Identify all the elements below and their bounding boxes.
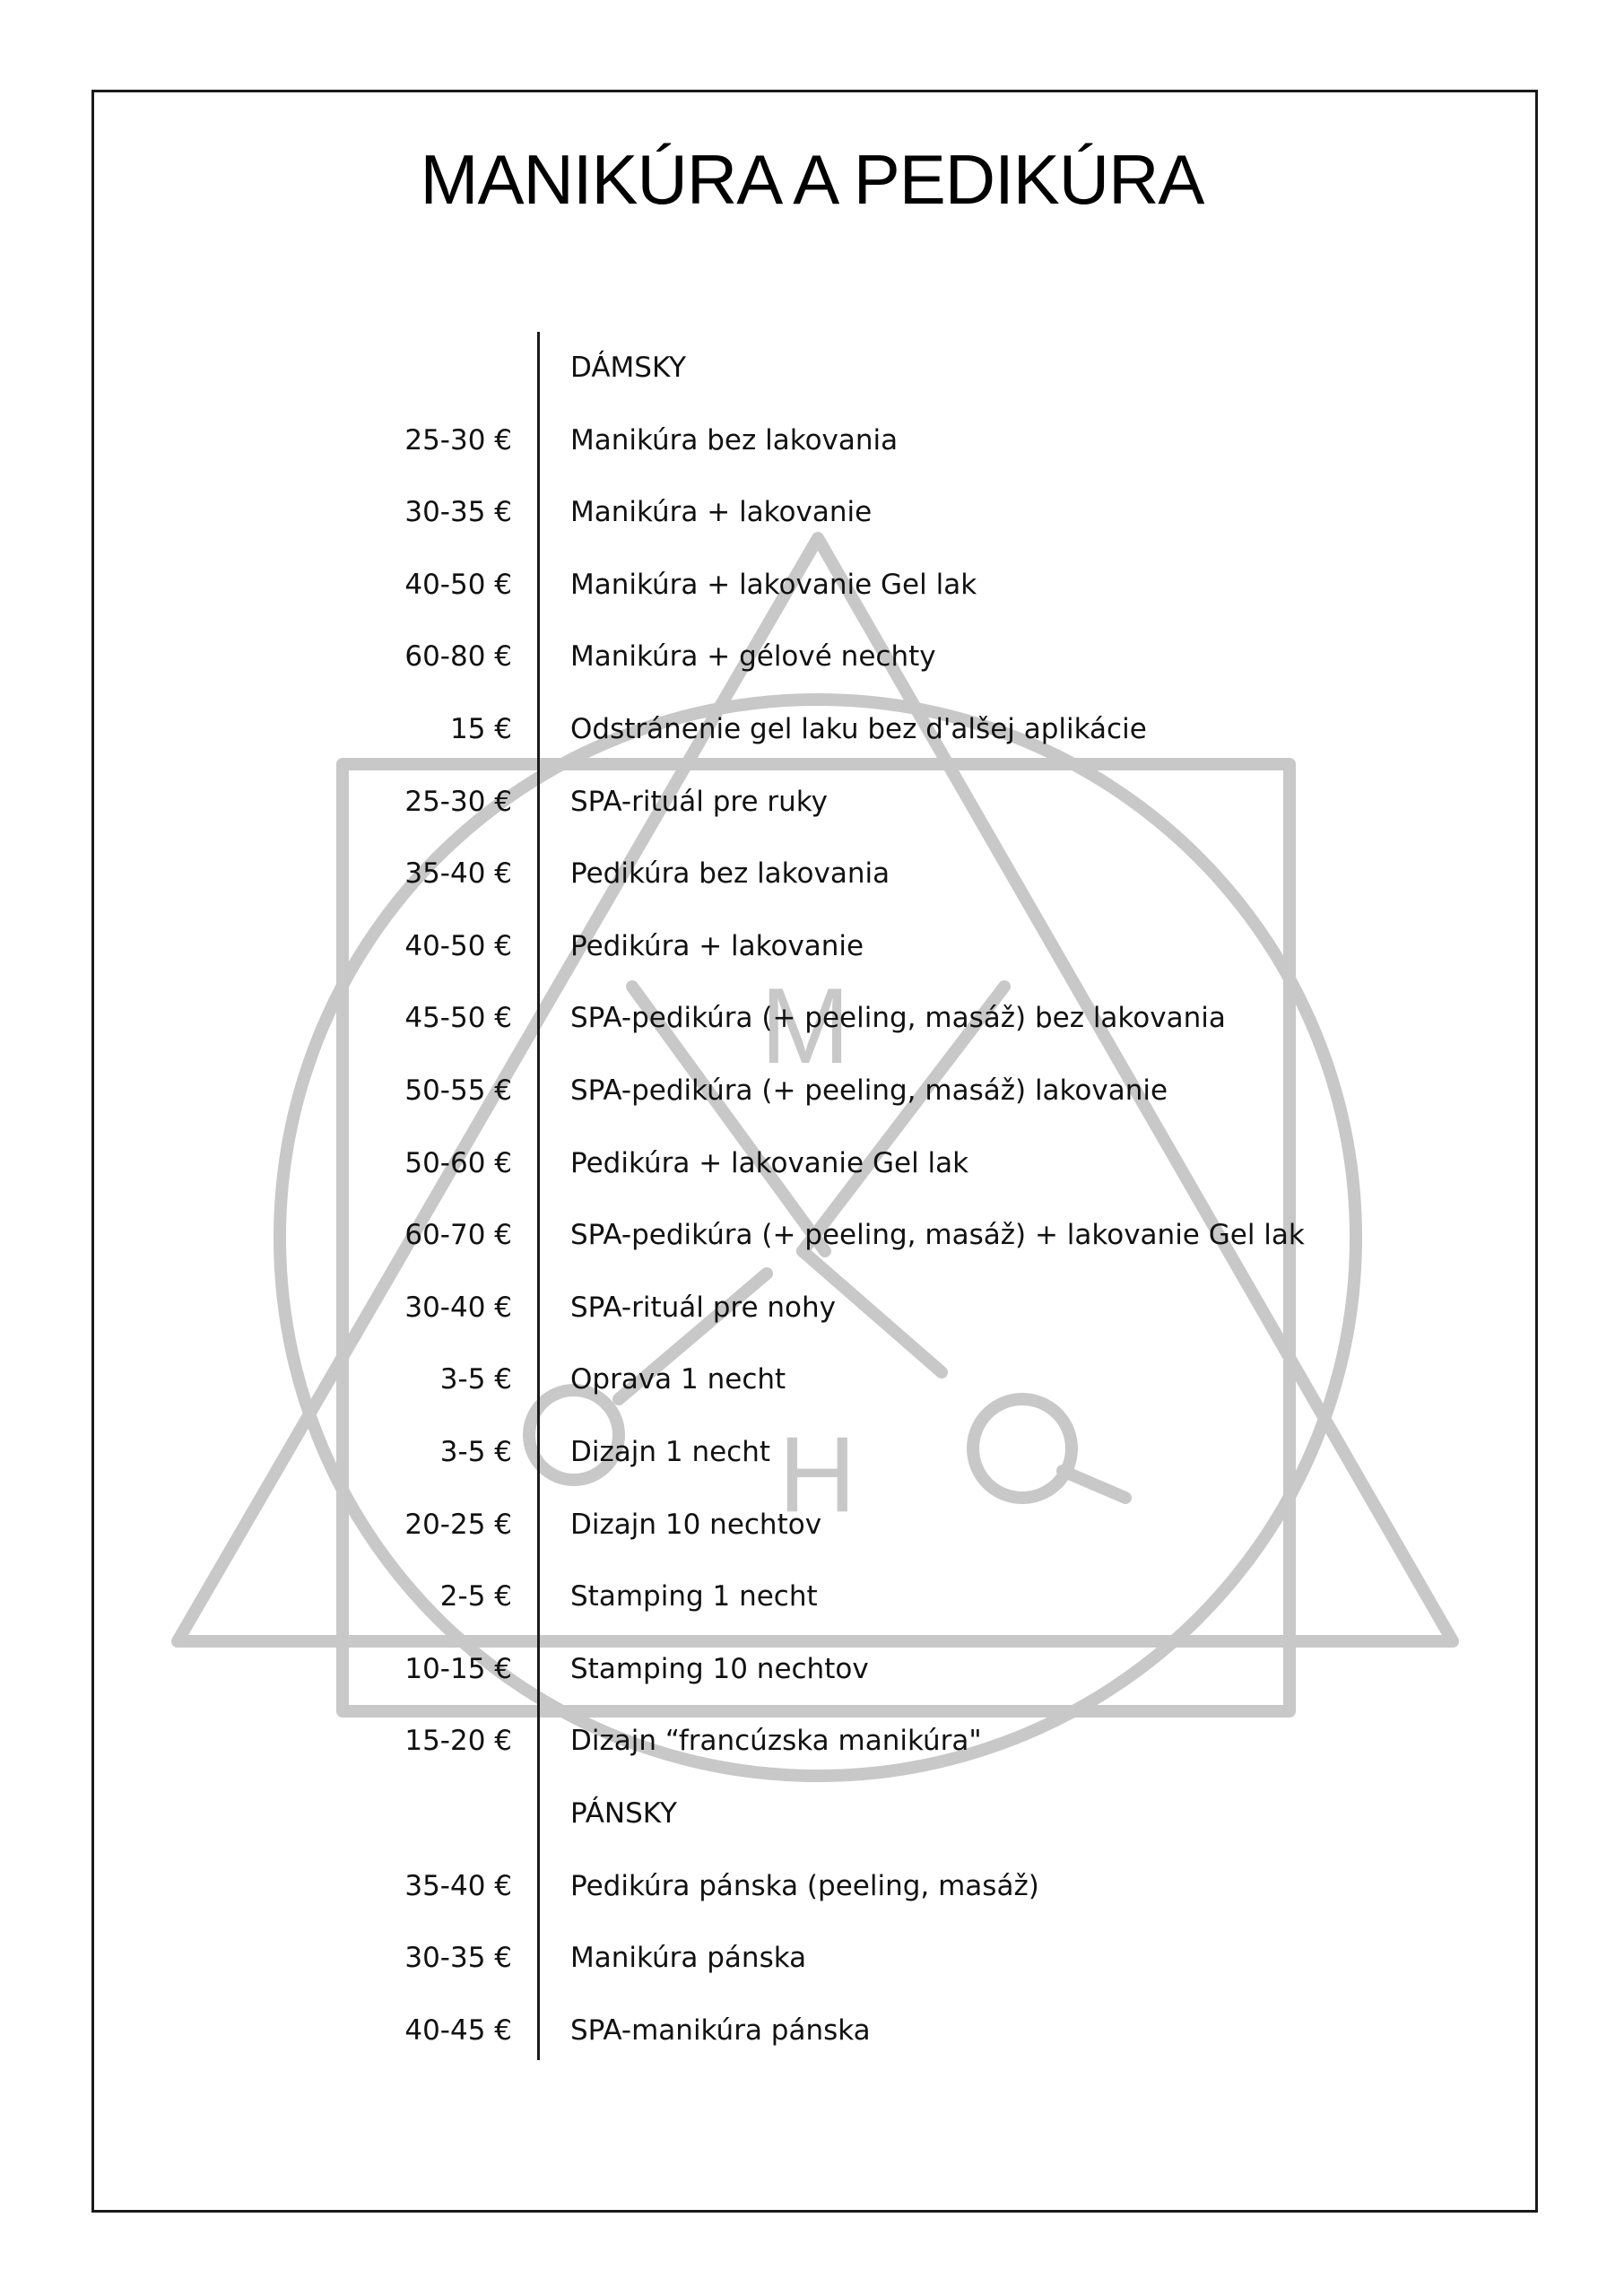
menu-item — [0, 766, 1624, 838]
item-name: Pedikúra + lakovanie — [570, 929, 864, 962]
section-heading-row — [0, 1778, 1624, 1849]
item-price: 3-5 € — [439, 1436, 512, 1468]
item-price: 15-20 € — [404, 1725, 512, 1758]
item-name: SPA-manikúra pánska — [570, 2013, 871, 2047]
item-price: 40-50 € — [404, 568, 512, 601]
menu-item — [0, 1416, 1624, 1488]
item-name: Stamping 10 nechtov — [570, 1652, 869, 1685]
item-name: Manikúra + lakovanie — [570, 496, 873, 529]
menu-item — [0, 1055, 1624, 1126]
item-price: 60-80 € — [404, 640, 512, 674]
menu-item — [0, 476, 1624, 548]
item-price: 20-25 € — [404, 1508, 512, 1541]
item-name: Dizajn 1 necht — [570, 1436, 771, 1468]
menu-item — [0, 1995, 1624, 2066]
menu-item — [0, 693, 1624, 765]
menu-item — [0, 1633, 1624, 1705]
menu-item — [0, 1922, 1624, 1994]
item-name: Manikúra pánska — [570, 1942, 807, 1975]
item-price: 30-40 € — [404, 1291, 512, 1324]
item-name: Oprava 1 necht — [570, 1363, 786, 1396]
section-heading: DÁMSKY — [570, 352, 687, 384]
item-price: 10-15 € — [404, 1652, 512, 1685]
item-price: 3-5 € — [439, 1363, 512, 1396]
menu-item — [0, 838, 1624, 909]
item-price: 25-30 € — [404, 423, 512, 457]
item-price: 35-40 € — [404, 1869, 512, 1902]
menu-item — [0, 1344, 1624, 1415]
section-heading: PÁNSKY — [570, 1797, 677, 1830]
item-name: SPA-pedikúra (+ peeling, masáž) lakovanie — [570, 1074, 1168, 1107]
item-name: Dizajn 10 nechtov — [570, 1508, 822, 1541]
menu-item — [0, 1272, 1624, 1344]
item-name: Manikúra bez lakovania — [570, 423, 899, 457]
item-price: 35-40 € — [404, 857, 512, 891]
item-name: Pedikúra pánska (peeling, masáž) — [570, 1869, 1039, 1902]
item-name: SPA-rituál pre nohy — [570, 1291, 836, 1324]
menu-item — [0, 404, 1624, 476]
item-price: 2-5 € — [439, 1580, 512, 1613]
item-price: 30-35 € — [404, 1942, 512, 1975]
item-price: 40-45 € — [404, 2013, 512, 2047]
item-name: SPA-pedikúra (+ peeling, masáž) bez lakovania — [570, 1002, 1226, 1035]
watermark-letter-h: H — [778, 1414, 856, 1535]
item-price: 15 € — [449, 713, 512, 745]
menu-item — [0, 1850, 1624, 1922]
menu-item — [0, 1489, 1624, 1561]
menu-item — [0, 549, 1624, 621]
item-price: 40-50 € — [404, 929, 512, 962]
item-price: 25-30 € — [404, 785, 512, 818]
item-price: 30-35 € — [404, 496, 512, 529]
menu-item — [0, 1127, 1624, 1199]
menu-item — [0, 621, 1624, 692]
item-name: Manikúra + lakovanie Gel lak — [570, 568, 977, 601]
section-heading-row — [0, 332, 1624, 404]
item-price: 60-70 € — [404, 1219, 512, 1252]
menu-item — [0, 982, 1624, 1054]
item-name: SPA-pedikúra (+ peeling, masáž) + lakovanie Gel lak — [570, 1219, 1305, 1252]
menu-item — [0, 910, 1624, 982]
item-price: 50-55 € — [404, 1074, 512, 1107]
item-name: Stamping 1 necht — [570, 1580, 818, 1613]
menu-item — [0, 1561, 1624, 1632]
item-name: Pedikúra + lakovanie Gel lak — [570, 1146, 969, 1179]
menu-item — [0, 1199, 1624, 1271]
item-name: Manikúra + gélové nechty — [570, 640, 936, 674]
item-price: 50-60 € — [404, 1146, 512, 1179]
page-title: MANIKÚRA A PEDIKÚRA — [420, 140, 1204, 219]
item-name: Dizajn “francúzska manikúra" — [570, 1725, 982, 1758]
watermark-letter-m: M — [760, 966, 850, 1086]
item-name: Odstránenie gel laku bez d'alšej aplikácie — [570, 713, 1147, 745]
item-price: 45-50 € — [404, 1002, 512, 1035]
item-name: SPA-rituál pre ruky — [570, 785, 828, 818]
item-name: Pedikúra bez lakovania — [570, 857, 890, 891]
menu-item — [0, 1705, 1624, 1777]
